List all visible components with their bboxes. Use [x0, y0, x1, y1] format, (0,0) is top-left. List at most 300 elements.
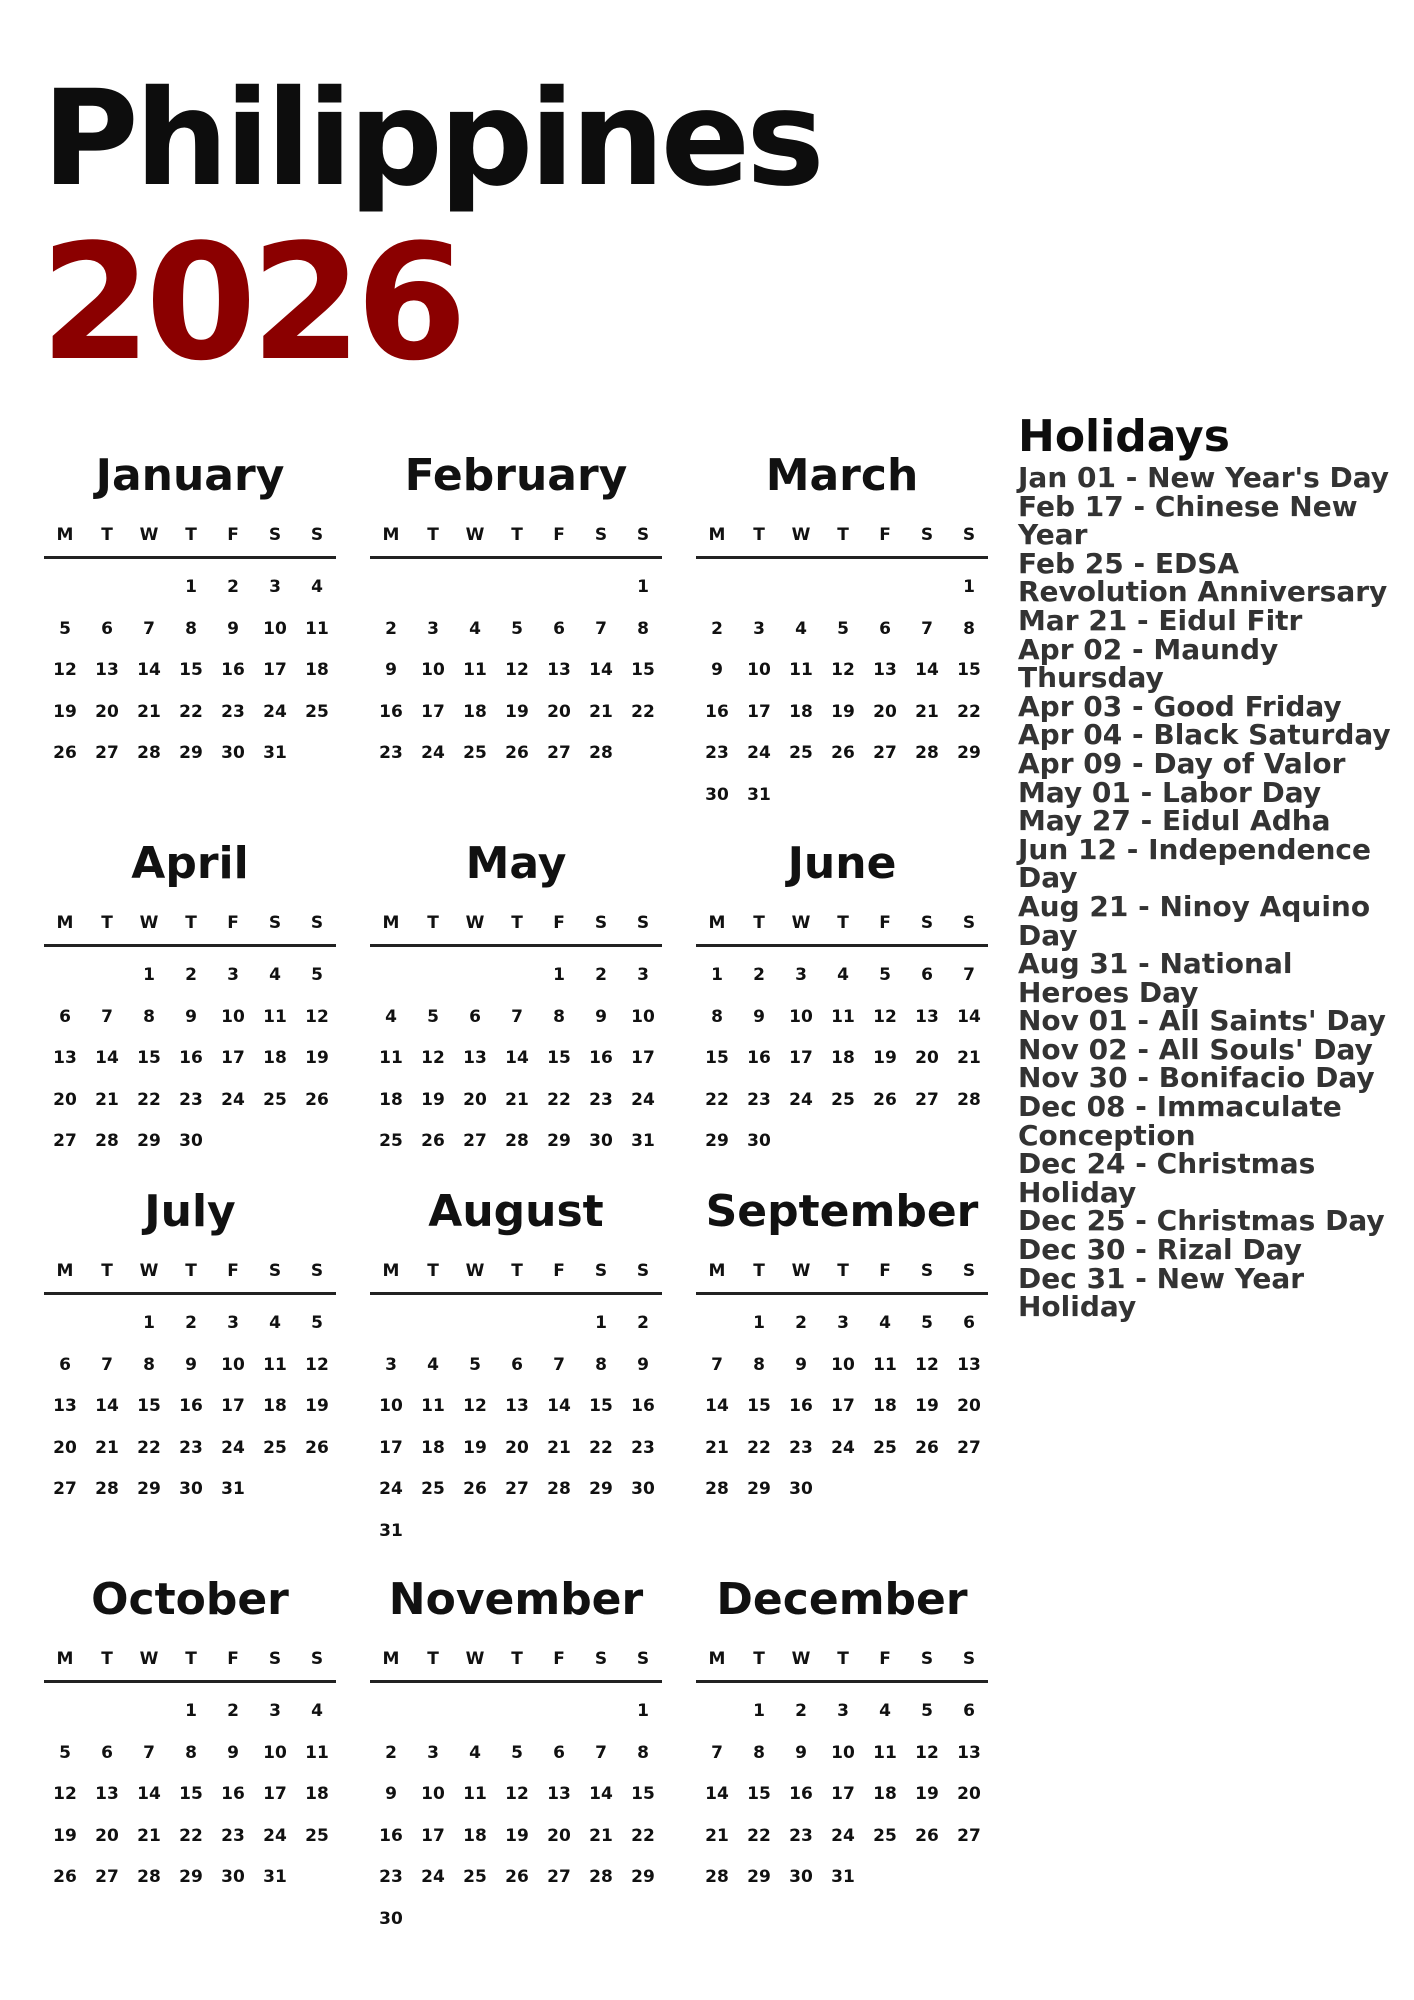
day-cell: 24 [631, 1089, 655, 1110]
day-cell: 29 [589, 1479, 613, 1499]
day-cell: 6 [921, 965, 933, 985]
day-cell: 29 [179, 1867, 203, 1887]
day-cell: 6 [59, 1006, 71, 1027]
day-cell: 20 [53, 1089, 77, 1110]
day-cell: 7 [511, 1006, 523, 1027]
day-cell: 16 [179, 1396, 203, 1416]
weekday-header: S [268, 1261, 282, 1281]
day-cell: 8 [963, 618, 975, 639]
month-name: January [95, 450, 285, 501]
day-cell: 23 [221, 1825, 245, 1846]
day-cell: 16 [379, 1825, 403, 1846]
day-cell: 2 [637, 1313, 649, 1333]
day-cell: 30 [705, 784, 729, 805]
day-cell: 25 [305, 701, 329, 722]
day-cell: 9 [795, 1742, 807, 1763]
day-cell: 25 [379, 1131, 403, 1151]
holiday-item: Nov 01 - All Saints' Day [1018, 1004, 1386, 1038]
day-cell: 31 [263, 1867, 287, 1887]
day-cell: 18 [463, 701, 487, 722]
day-cell: 21 [95, 1437, 119, 1458]
day-cell: 19 [915, 1784, 939, 1804]
day-cell: 2 [227, 577, 239, 597]
holiday-item: Dec 30 - Rizal Day [1018, 1233, 1302, 1267]
day-cell: 22 [137, 1437, 161, 1458]
day-cell: 4 [879, 1701, 891, 1721]
day-cell: 11 [263, 1354, 287, 1375]
day-cell: 24 [747, 743, 771, 763]
day-cell: 17 [221, 1048, 245, 1068]
day-cell: 6 [101, 1742, 113, 1763]
weekday-header: M [382, 1649, 400, 1669]
day-cell: 10 [263, 618, 287, 639]
day-cell: 1 [711, 965, 723, 985]
weekday-header: S [268, 913, 282, 933]
weekday-header: W [139, 525, 159, 545]
weekday-header: W [139, 913, 159, 933]
day-cell: 18 [379, 1089, 403, 1110]
weekday-header: F [553, 913, 565, 933]
day-cell: 14 [547, 1396, 571, 1416]
weekday-header: W [791, 1649, 811, 1669]
day-cell: 21 [137, 701, 161, 722]
day-cell: 10 [221, 1354, 245, 1375]
day-cell: 10 [263, 1742, 287, 1763]
day-cell: 13 [505, 1396, 529, 1416]
holiday-item: Feb 17 - Chinese New Year [1018, 489, 1358, 552]
day-cell: 12 [463, 1396, 487, 1416]
day-cell: 14 [589, 660, 613, 680]
day-cell: 12 [915, 1742, 939, 1763]
day-cell: 30 [747, 1131, 771, 1151]
day-cell: 14 [505, 1048, 529, 1068]
day-cell: 4 [879, 1313, 891, 1333]
weekday-header: F [879, 913, 891, 933]
weekday-header: T [427, 525, 439, 545]
day-cell: 9 [227, 618, 239, 639]
holiday-item: Dec 24 - Christmas Holiday [1018, 1147, 1316, 1209]
day-cell: 14 [95, 1048, 119, 1068]
day-cell: 9 [185, 1006, 197, 1027]
day-cell: 13 [95, 1784, 119, 1804]
day-cell: 19 [53, 701, 77, 722]
day-cell: 5 [427, 1006, 439, 1027]
day-cell: 28 [915, 743, 939, 763]
header-divider [44, 944, 336, 947]
holiday-item: Dec 31 - New Year Holiday [1018, 1261, 1305, 1324]
day-cell: 27 [915, 1089, 939, 1110]
day-cell: 11 [305, 618, 329, 639]
day-cell: 16 [589, 1048, 613, 1068]
day-cell: 2 [227, 1701, 239, 1721]
day-cell: 4 [385, 1006, 397, 1027]
day-cell: 19 [505, 1825, 529, 1846]
day-cell: 28 [137, 1867, 161, 1887]
day-cell: 12 [421, 1048, 445, 1068]
day-cell: 12 [53, 660, 77, 680]
day-cell: 11 [873, 1354, 897, 1375]
weekday-header: T [753, 525, 765, 545]
day-cell: 8 [553, 1006, 565, 1027]
day-cell: 15 [747, 1396, 771, 1416]
day-cell: 18 [463, 1825, 487, 1846]
day-cell: 9 [711, 660, 723, 680]
weekday-header: S [594, 525, 608, 545]
day-cell: 6 [59, 1354, 71, 1375]
day-cell: 9 [185, 1354, 197, 1375]
weekday-header: S [268, 1649, 282, 1669]
day-cell: 29 [705, 1131, 729, 1151]
day-cell: 28 [505, 1131, 529, 1151]
month-name: February [404, 450, 628, 501]
month-name: June [787, 838, 897, 889]
weekday-header: M [56, 525, 74, 545]
day-cell: 19 [463, 1437, 487, 1458]
weekday-header: M [708, 913, 726, 933]
weekday-header: S [594, 1261, 608, 1281]
day-cell: 21 [915, 701, 939, 722]
holiday-item: Dec 25 - Christmas Day [1018, 1204, 1385, 1238]
day-cell: 4 [269, 965, 281, 985]
weekday-header: F [553, 1261, 565, 1281]
day-cell: 12 [305, 1006, 329, 1027]
page-title-year: 2026 [40, 209, 462, 396]
weekday-header: T [101, 1649, 113, 1669]
day-cell: 20 [463, 1089, 487, 1110]
weekday-header: W [791, 525, 811, 545]
weekday-header: F [227, 525, 239, 545]
weekday-header: W [465, 913, 485, 933]
weekday-header: T [511, 913, 523, 933]
day-cell: 6 [963, 1701, 975, 1721]
day-cell: 16 [747, 1048, 771, 1068]
day-cell: 22 [747, 1825, 771, 1846]
holiday-item: Jun 12 - Independence Day [1018, 832, 1372, 895]
day-cell: 28 [137, 743, 161, 763]
day-cell: 28 [589, 743, 613, 763]
day-cell: 11 [463, 660, 487, 680]
day-cell: 23 [179, 1089, 203, 1110]
day-cell: 6 [879, 618, 891, 639]
weekday-header: S [962, 1261, 976, 1281]
holiday-item: May 27 - Eidul Adha [1018, 804, 1331, 838]
day-cell: 21 [589, 1825, 613, 1846]
day-cell: 20 [957, 1784, 981, 1804]
day-cell: 7 [143, 618, 155, 639]
day-cell: 30 [589, 1131, 613, 1151]
day-cell: 22 [137, 1089, 161, 1110]
day-cell: 31 [831, 1867, 855, 1887]
day-cell: 18 [263, 1396, 287, 1416]
day-cell: 3 [837, 1313, 849, 1333]
day-cell: 26 [505, 1867, 529, 1887]
day-cell: 27 [873, 743, 897, 763]
day-cell: 13 [95, 660, 119, 680]
weekday-header: T [753, 1649, 765, 1669]
day-cell: 26 [305, 1089, 329, 1110]
day-cell: 19 [305, 1396, 329, 1416]
day-cell: 23 [789, 1437, 813, 1458]
day-cell: 5 [511, 618, 523, 639]
day-cell: 7 [711, 1354, 723, 1375]
day-cell: 21 [505, 1089, 529, 1110]
day-cell: 21 [705, 1825, 729, 1846]
month-name: March [765, 450, 919, 501]
weekday-header: T [837, 913, 849, 933]
day-cell: 10 [379, 1396, 403, 1416]
day-cell: 6 [963, 1313, 975, 1333]
day-cell: 12 [831, 660, 855, 680]
day-cell: 21 [95, 1089, 119, 1110]
weekday-header: F [227, 913, 239, 933]
weekday-header-row [370, 1258, 662, 1284]
weekday-header: F [879, 1649, 891, 1669]
day-cell: 14 [137, 660, 161, 680]
weekday-header: S [636, 525, 650, 545]
day-cell: 22 [179, 701, 203, 722]
day-cell: 20 [915, 1048, 939, 1068]
day-cell: 5 [879, 965, 891, 985]
header-divider [696, 1292, 988, 1295]
weekday-header: M [56, 1261, 74, 1281]
weekday-header: S [962, 525, 976, 545]
weekday-header: S [310, 525, 324, 545]
weekday-header: M [382, 525, 400, 545]
day-cell: 27 [53, 1131, 77, 1151]
day-cell: 11 [873, 1742, 897, 1763]
day-cell: 13 [463, 1048, 487, 1068]
day-cell: 2 [711, 618, 723, 639]
day-cell: 27 [95, 1867, 119, 1887]
day-cell: 29 [747, 1867, 771, 1887]
weekday-header-row [44, 910, 336, 936]
day-cell: 26 [53, 1867, 77, 1887]
day-cell: 22 [589, 1437, 613, 1458]
weekday-header: M [708, 1649, 726, 1669]
weekday-header: S [920, 1261, 934, 1281]
header-divider [370, 1292, 662, 1295]
day-cell: 29 [137, 1479, 161, 1499]
day-cell: 29 [179, 743, 203, 763]
weekday-header: W [139, 1649, 159, 1669]
weekday-header: S [636, 1261, 650, 1281]
weekday-header: M [708, 525, 726, 545]
day-cell: 25 [463, 743, 487, 763]
day-cell: 26 [421, 1131, 445, 1151]
day-cell: 13 [53, 1396, 77, 1416]
holiday-item: Apr 03 - Good Friday [1018, 689, 1342, 723]
day-cell: 2 [795, 1701, 807, 1721]
weekday-header-row [370, 522, 662, 548]
day-cell: 2 [795, 1313, 807, 1333]
day-cell: 26 [53, 743, 77, 763]
day-cell: 18 [789, 701, 813, 722]
day-cell: 15 [957, 660, 981, 680]
holiday-item: Feb 25 - EDSA Revolution Anniversary [1018, 546, 1388, 609]
day-cell: 9 [795, 1354, 807, 1375]
day-cell: 16 [705, 701, 729, 722]
day-cell: 1 [185, 1701, 197, 1721]
day-cell: 24 [379, 1479, 403, 1499]
weekday-header: T [185, 1649, 197, 1669]
day-cell: 9 [637, 1354, 649, 1375]
day-cell: 4 [311, 1701, 323, 1721]
day-cell: 20 [505, 1437, 529, 1458]
day-cell: 23 [789, 1825, 813, 1846]
day-cell: 11 [305, 1742, 329, 1763]
day-cell: 25 [789, 743, 813, 763]
day-cell: 27 [547, 743, 571, 763]
day-cell: 17 [789, 1048, 813, 1068]
day-cell: 9 [753, 1006, 765, 1027]
day-cell: 14 [589, 1784, 613, 1804]
header-divider [696, 1680, 988, 1683]
day-cell: 21 [957, 1048, 981, 1068]
day-cell: 6 [101, 618, 113, 639]
day-cell: 27 [95, 743, 119, 763]
day-cell: 8 [143, 1354, 155, 1375]
day-cell: 21 [705, 1437, 729, 1458]
day-cell: 29 [631, 1867, 655, 1887]
day-cell: 8 [185, 1742, 197, 1763]
day-cell: 30 [221, 743, 245, 763]
day-cell: 5 [311, 965, 323, 985]
day-cell: 6 [469, 1006, 481, 1027]
day-cell: 15 [631, 660, 655, 680]
day-cell: 16 [631, 1396, 655, 1416]
header-divider [44, 1680, 336, 1683]
day-cell: 5 [921, 1313, 933, 1333]
day-cell: 6 [553, 1742, 565, 1763]
day-cell: 30 [789, 1867, 813, 1887]
weekday-header: T [101, 1261, 113, 1281]
weekday-header: M [382, 913, 400, 933]
day-cell: 30 [179, 1131, 203, 1151]
day-cell: 7 [143, 1742, 155, 1763]
day-cell: 25 [873, 1437, 897, 1458]
day-cell: 3 [385, 1354, 397, 1375]
weekday-header-row [370, 1646, 662, 1672]
day-cell: 29 [547, 1131, 571, 1151]
day-cell: 6 [553, 618, 565, 639]
weekday-header: S [310, 1649, 324, 1669]
day-cell: 20 [873, 701, 897, 722]
day-cell: 17 [831, 1396, 855, 1416]
page-title-country: Philippines [42, 62, 821, 216]
weekday-header: S [962, 1649, 976, 1669]
month-name: August [428, 1186, 604, 1237]
weekday-header: W [465, 1649, 485, 1669]
day-cell: 18 [873, 1396, 897, 1416]
day-cell: 9 [595, 1006, 607, 1027]
day-cell: 27 [53, 1479, 77, 1499]
holiday-item: Dec 08 - Immaculate Conception [1018, 1090, 1342, 1152]
day-cell: 20 [547, 1825, 571, 1846]
day-cell: 26 [505, 743, 529, 763]
day-cell: 25 [873, 1825, 897, 1846]
weekday-header: M [56, 1649, 74, 1669]
day-cell: 4 [427, 1354, 439, 1375]
day-cell: 1 [963, 577, 975, 597]
weekday-header-row [696, 522, 988, 548]
day-cell: 3 [269, 577, 281, 597]
day-cell: 4 [269, 1313, 281, 1333]
day-cell: 13 [547, 660, 571, 680]
day-cell: 13 [957, 1742, 981, 1763]
weekday-header: F [227, 1261, 239, 1281]
day-cell: 15 [705, 1048, 729, 1068]
weekday-header: S [920, 525, 934, 545]
day-cell: 22 [631, 701, 655, 722]
day-cell: 14 [705, 1396, 729, 1416]
header-divider [370, 1680, 662, 1683]
day-cell: 30 [221, 1867, 245, 1887]
day-cell: 1 [143, 1313, 155, 1333]
day-cell: 20 [53, 1437, 77, 1458]
weekday-header: T [753, 913, 765, 933]
day-cell: 7 [101, 1354, 113, 1375]
day-cell: 15 [589, 1396, 613, 1416]
weekday-header: S [636, 1649, 650, 1669]
day-cell: 5 [837, 618, 849, 639]
weekday-header: T [837, 525, 849, 545]
weekday-header-row [370, 910, 662, 936]
day-cell: 14 [915, 660, 939, 680]
day-cell: 19 [305, 1048, 329, 1068]
weekday-header: W [465, 1261, 485, 1281]
day-cell: 7 [553, 1354, 565, 1375]
holiday-item: Apr 02 - Maundy Thursday [1018, 632, 1279, 695]
day-cell: 21 [137, 1825, 161, 1846]
weekday-header: T [427, 913, 439, 933]
day-cell: 3 [427, 618, 439, 639]
day-cell: 18 [263, 1048, 287, 1068]
day-cell: 11 [463, 1784, 487, 1804]
day-cell: 2 [185, 1313, 197, 1333]
day-cell: 17 [379, 1437, 403, 1458]
day-cell: 17 [831, 1784, 855, 1804]
day-cell: 10 [631, 1006, 655, 1027]
day-cell: 3 [427, 1742, 439, 1763]
day-cell: 16 [379, 701, 403, 722]
day-cell: 5 [511, 1742, 523, 1763]
day-cell: 31 [631, 1131, 655, 1151]
day-cell: 23 [221, 701, 245, 722]
day-cell: 14 [137, 1784, 161, 1804]
weekday-header: T [511, 525, 523, 545]
day-cell: 26 [831, 743, 855, 763]
weekday-header: F [553, 1649, 565, 1669]
day-cell: 25 [305, 1825, 329, 1846]
day-cell: 5 [469, 1354, 481, 1375]
day-cell: 8 [185, 618, 197, 639]
day-cell: 3 [227, 1313, 239, 1333]
day-cell: 14 [957, 1006, 981, 1027]
day-cell: 11 [421, 1396, 445, 1416]
month-name: April [131, 838, 249, 889]
day-cell: 28 [547, 1479, 571, 1499]
day-cell: 29 [137, 1131, 161, 1151]
day-cell: 8 [753, 1354, 765, 1375]
day-cell: 25 [421, 1479, 445, 1499]
day-cell: 30 [631, 1479, 655, 1499]
day-cell: 5 [311, 1313, 323, 1333]
day-cell: 31 [221, 1479, 245, 1499]
day-cell: 22 [747, 1437, 771, 1458]
day-cell: 3 [837, 1701, 849, 1721]
day-cell: 15 [137, 1396, 161, 1416]
weekday-header: S [594, 913, 608, 933]
